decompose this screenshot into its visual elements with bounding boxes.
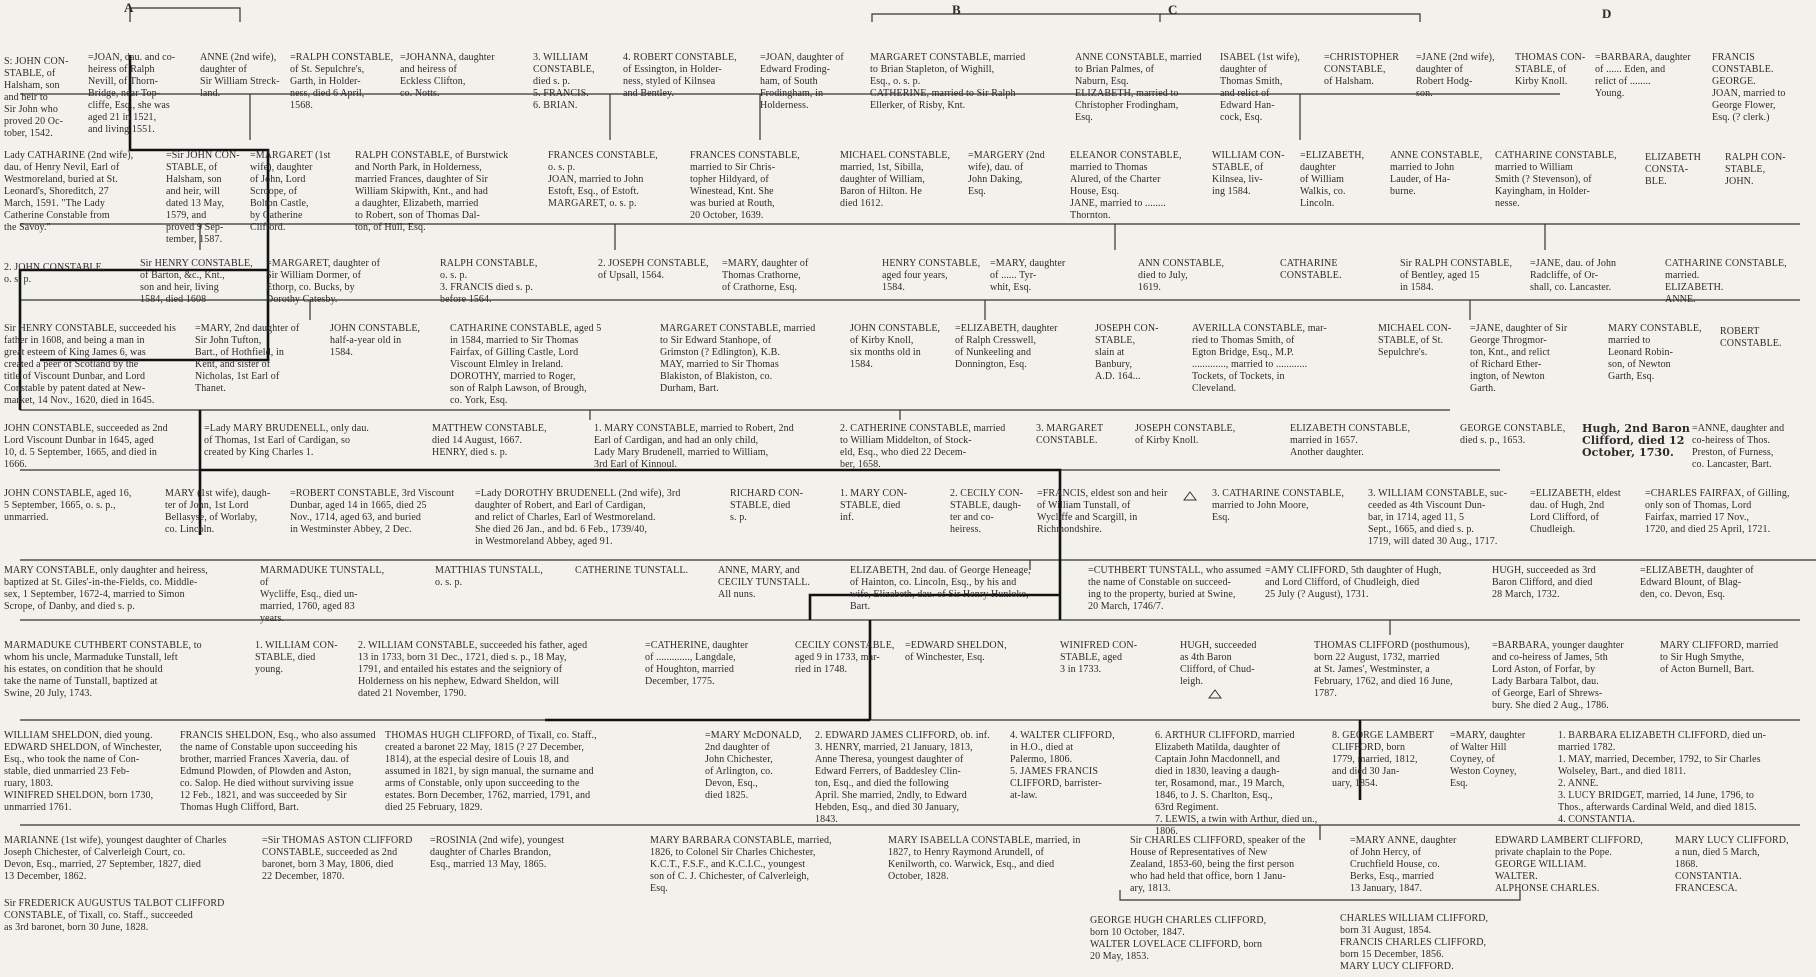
pedigree-entry: Sir CHARLES CLIFFORD, speaker of the House of Representatives of New Zealand, 1853-60, being the first person who had held that office, born 1 Janu- ary, 1813. [1130,835,1306,894]
pedigree-entry: =MARY ANNE, daughter of John Hercy, of Cruchfield House, co. Berks, Esq., married 13 January, 1847. [1350,835,1457,894]
pedigree-entry: MARGARET CONSTABLE, married to Sir Edward Stanhope, of Grimston (? Edlington), K.B. MAY, married to Sir Thomas Blakiston, of Blakiston, co. Durham, Bart. [660,323,816,394]
pedigree-entry: 2. CECILY CON- STABLE, daugh- ter and co- heiress. [950,488,1024,535]
pedigree-entry: =JANE, dau. of John Radcliffe, of Or- shall, co. Lancaster. [1530,258,1617,293]
pedigree-entry: HUGH, succeeded as 4th Baron Clifford, of Chud- leigh. [1180,640,1257,687]
pedigree-entry: CECILY CONSTABLE, aged 9 in 1733, mar- ried in 1748. [795,640,895,675]
pedigree-entry: =MARY, daughter of Thomas Crathorne, of Crathorne, Esq. [722,258,809,293]
pedigree-entry: 3. CATHARINE CONSTABLE, married to John Moore, Esq. [1212,488,1345,523]
pedigree-entry: WILLIAM CON- STABLE, of Kilnsea, liv- ing 1584. [1212,150,1285,197]
pedigree-entry: HENRY CONSTABLE, aged four years, 1584. [882,258,981,293]
pedigree-entry: 4. ROBERT CONSTABLE, of Essington, in Holder- ness, styled of Kilnsea and Bentley. [623,52,737,99]
column-label-a: A [124,0,134,15]
pedigree-entry: =Lady DOROTHY BRUDENELL (2nd wife), 3rd daughter of Robert, and Earl of Cardigan, and relict of Charles, Earl of Westmoreland. She died 26 Jan., and bd. 6 Feb., 1739/40, in Westmoreland Abbey, aged 91. [475,488,681,547]
pedigree-entry: Sir HENRY CONSTABLE, of Barton, &c., Knt., son and heir, living 1584, died 1608 [140,258,253,305]
pedigree-entry: FRANCES CONSTABLE, o. s. p. JOAN, married to John Estoft, Esq., of Estoft. MARGARET, o. s. p. [548,150,658,209]
pedigree-entry: 1. BARBARA ELIZABETH CLIFFORD, died un- married 1782. 1. MAY, married, December, 1792, to Sir Charles Wolseley, Bart., and died 1811. 2. ANNE. 3. LUCY BRIDGET, married, 14 June, 1796, to Thos., afterwards Cardinal Weld, and died 1815. 4. CONSTANTIA. [1558,730,1767,825]
pedigree-entry: MATTHIAS TUNSTALL, o. s. p. [435,565,544,588]
pedigree-entry: ELIZABETH CONSTA- BLE. [1645,152,1701,187]
column-label-c: C [1168,2,1178,17]
pedigree-entry: 2. WILLIAM CONSTABLE, succeeded his father, aged 13 in 1733, born 31 Dec., 1721, died s. p., 18 May, 1791, and entailed his estates and the seigniory of Holderness on his nephew, Edward Sheldon, will dated 21 November, 1790. [358,640,588,699]
pedigree-entry: EDWARD LAMBERT CLIFFORD, private chaplain to the Pope. GEORGE WILLIAM. WALTER. ALPHONSE CHARLES. [1495,835,1644,894]
pedigree-entry: CHARLES WILLIAM CLIFFORD, born 31 August, 1854. FRANCIS CHARLES CLIFFORD, born 15 December, 1856. MARY LUCY CLIFFORD. [1340,913,1489,972]
pedigree-entry: =JANE (2nd wife), daughter of Robert Hodg- son. [1416,52,1495,99]
pedigree-entry: Lady CATHARINE (2nd wife), dau. of Henry Nevil, Earl of Westmoreland, buried at St. Leonard's, Shoreditch, 27 March, 1591. "The Lady Catherine Constable from the Savoy." [4,150,134,233]
pedigree-entry: MARGARET CONSTABLE, married to Brian Stapleton, of Wighill, Esq., o. s. p. CATHERINE, married to Sir Ralph Ellerker, of Risby, Knt. [870,52,1026,111]
pedigree-entry: FRANCES CONSTABLE, married to Sir Chris- topher Hildyard, of Winestead, Knt. She was buried at Routh, 20 October, 1639. [690,150,800,221]
pedigree-entry: ANN CONSTABLE, died to July, 1619. [1138,258,1225,293]
pedigree-entry: S: JOHN CON- STABLE, of Halsham, son and heir to Sir John who proved 20 Oc- tober, 1542. [4,56,69,139]
pedigree-entry: ELIZABETH, 2nd dau. of George Heneage, of Hainton, co. Lincoln, Esq., by his and wife, Elizabeth, dau. of Sir Henry Hunloke, Bart. [850,565,1031,612]
pedigree-entry: JOSEPH CON- STABLE, slain at Banbury, A.D. 164... [1095,323,1159,382]
pedigree-entry: 3. MARGARET CONSTABLE. [1036,423,1104,446]
column-label-b: B [952,2,961,17]
pedigree-entry: ANNE (2nd wife), daughter of Sir William Streck- land. [200,52,280,99]
pedigree-entry: =Sir THOMAS ASTON CLIFFORD CONSTABLE, succeeded as 2nd baronet, born 3 May, 1806, died 22 December, 1870. [262,835,413,882]
pedigree-entry: =JOHANNA, daughter and heiress of Eckless Clifton, co. Notts. [400,52,495,99]
pedigree-entry: 2. JOSEPH CONSTABLE, of Upsall, 1564. [598,258,709,281]
pedigree-entry: =MARY, daughter of Walter Hill Coyney, of Weston Coyney, Esq. [1450,730,1526,789]
pedigree-entry: =RALPH CONSTABLE, of St. Sepulchre's, Garth, in Holder- ness, died 6 April, 1568. [290,52,394,111]
pedigree-entry: MARY (1st wife), daugh- ter of John, 1st Lord Bellasyse, of Worlaby, co. Lincoln. [165,488,271,535]
pedigree-entry: ELEANOR CONSTABLE, married to Thomas Alured, of the Charter House, Esq. JANE, married to ........ Thornton. [1070,150,1182,221]
bracket-d [1160,14,1420,22]
pedigree-entry: =MARY, 2nd daughter of Sir John Tufton, Bart., of Hothfield, in Kent, and sister of Nicholas, 1st Earl of Thanet. [195,323,300,394]
pedigree-entry: ANNE, MARY, and CECILY TUNSTALL. All nuns. [718,565,811,600]
pedigree-entry: ELIZABETH CONSTABLE, married in 1657. Another daughter. [1290,423,1411,458]
pedigree-entry: JOHN CONSTABLE, succeeded as 2nd Lord Viscount Dunbar in 1645, aged 10, d. 5 September, 1665, and died in 1666. [4,423,168,470]
pedigree-entry: JOHN CONSTABLE, half-a-year old in 1584. [330,323,421,358]
pedigree-entry: MARY CONSTABLE, married to Leonard Robin- son, of Newton Garth, Esq. [1608,323,1702,382]
pedigree-entry: HUGH, succeeded as 3rd Baron Clifford, and died 28 March, 1732. [1492,565,1596,600]
pedigree-entry: GEORGE CONSTABLE, died s. p., 1653. [1460,423,1566,446]
bracket-a [130,8,240,22]
pedigree-entry: THOMAS HUGH CLIFFORD, of Tixall, co. Staff., created a baronet 22 May, 1815 (? 27 December, 1814), at the especial desire of Louis 18, and assumed in 1821, by sign manual, the surname and arms of Constable, only upon succeeding to the estates. Born December, 1762, married, 1791, and died 25 February, 1829. [385,730,597,813]
pedigree-entry: 8. GEORGE LAMBERT CLIFFORD, born 1779, married, 1812, and died 30 Jan- uary, 1854. [1332,730,1434,789]
pedigree-entry: CATHERINE TUNSTALL. [575,565,689,576]
pedigree-entry: FRANCIS CONSTABLE. GEORGE. JOAN, married to George Flower, Esq. (? clerk.) [1712,52,1786,123]
pedigree-entry: =EDWARD SHELDON, of Winchester, Esq. [905,640,1007,663]
pedigree-entry: CATHARINE CONSTABLE, married. ELIZABETH. ANNE. [1665,258,1787,305]
pedigree-entry: =JOAN, dau. and co- heiress of Ralph Nevill, of Thorn- Bridge, near Top- cliffe, Esq., she was aged 21 in 1521, and living 1551. [88,52,176,135]
pedigree-entry: MARY ISABELLA CONSTABLE, married, in 1827, to Henry Raymond Arundell, of Kenilworth, co. Warwick, Esq., and died October, 1828. [888,835,1081,882]
pedigree-entry: WINIFRED CON- STABLE, aged 3 in 1733. [1060,640,1138,675]
pedigree-entry: 1. MARY CONSTABLE, married to Robert, 2nd Earl of Cardigan, and had an only child, Lady Mary Brudenell, married to William, 3rd Earl of Kinnoul. [594,423,794,470]
pedigree-entry: =MARGARET, daughter of Sir William Dormer, of Ethorp, co. Bucks, by Dorothy Catesby. [266,258,381,305]
pedigree-entry: GEORGE HUGH CHARLES CLIFFORD, born 10 October, 1847. WALTER LOVELACE CLIFFORD, born 20 May, 1853. [1090,915,1267,962]
pedigree-entry: MARMADUKE TUNSTALL, of Wycliffe, Esq., died un- married, 1760, aged 83 years. [260,565,385,624]
pedigree-entry: MICHAEL CON- STABLE, of St. Sepulchre's. [1378,323,1452,358]
pedigree-entry: =FRANCIS, eldest son and heir of William Tunstall, of Wycliffe and Scargill, in Richmondshire. [1037,488,1168,535]
pedigree-entry: =Lady MARY BRUDENELL, only dau. of Thomas, 1st Earl of Cardigan, so created by King Charles 1. [204,423,370,458]
pedigree-entry: =MARGERY (2nd wife), dau. of John Daking, Esq. [968,150,1045,197]
pedigree-entry: MARY CONSTABLE, only daughter and heiress, baptized at St. Giles'-in-the-Fields, co. Middle- sex, 1 September, 1672-4, married to Simon Scrope, of Danby, and died s. p. [4,565,208,612]
pedigree-entry: =ELIZABETH, daughter of Ralph Cresswell, of Nunkeeling and Donnington, Esq. [955,323,1058,370]
pedigree-entry: CATHARINE CONSTABLE. [1280,258,1342,281]
pedigree-entry: RALPH CONSTABLE, o. s. p. 3. FRANCIS died s. p. before 1564. [440,258,538,305]
pedigree-entry: 2. JOHN CONSTABLE, o. s. p. [4,262,105,285]
pedigree-entry: ISABEL (1st wife), daughter of Thomas Smith, and relict of Edward Han- cock, Esq. [1220,52,1301,123]
pedigree-entry: =CHARLES FAIRFAX, of Gilling, only son of Thomas, Lord Fairfax, married 17 Nov., 1720, and died 25 April, 1721. [1645,488,1790,535]
pedigree-entry: =BARBARA, younger daughter and co-heiress of James, 5th Lord Aston, of Forfar, by Lady Barbara Talbot, dau. of George, Earl of Shrews- bury. She died 2 Aug., 1786. [1492,640,1624,711]
pedigree-entry: JOSEPH CONSTABLE, of Kirby Knoll. [1135,423,1236,446]
pedigree-entry: =JOAN, daughter of Edward Froding- ham, of South Frodingham, in Holderness. [760,52,844,111]
pedigree-entry: JOHN CONSTABLE, aged 16, 5 September, 1665, o. s. p., unmarried. [4,488,132,523]
pedigree-entry: ANNE CONSTABLE, married to Brian Palmes, of Naburn, Esq. ELIZABETH, married to Christopher Frodingham, Esq. [1075,52,1202,123]
pedigree-entry: Sir FREDERICK AUGUSTUS TALBOT CLIFFORD CONSTABLE, of Tixall, co. Staff., succeeded as 3rd baronet, born 30 June, 1828. [4,898,225,933]
pedigree-entry: ANNE CONSTABLE, married to John Lauder, of Ha- burne. [1390,150,1483,197]
pedigree-entry: RALPH CONSTABLE, of Burstwick and North Park, in Holderness, married Frances, daughter of Sir William Skipwith, Knt., and had a daughter, Elizabeth, married to Robert, son of Thomas Dal- ton, of Hull, Esq. [355,150,509,233]
pedigree-entry: MARY CLIFFORD, married to Sir Hugh Smythe, of Acton Burnell, Bart. [1660,640,1779,675]
pedigree-entry: =MARGARET (1st wife), daughter of John, Lord Scroope, of Bolton Castle, by Catherine Clifford. [250,150,331,233]
pedigree-entry: =BARBARA, daughter of ...... Eden, and relict of ........ Young. [1595,52,1691,99]
pedigree-entry: ROBERT CONSTABLE. [1720,326,1782,349]
pedigree-entry: FRANCIS SHELDON, Esq., who also assumed the name of Constable upon succeeding his brother, married Frances Xaveria, dau. of Edmund Plowden, of Plowden and Aston, co. Salop. He died without surviving issue 12 Feb., 1821, and was succeeded by Sir Thomas Hugh Clifford, Bart. [180,730,376,813]
pedigree-entry: MATTHEW CONSTABLE, died 14 August, 1667. HENRY, died s. p. [432,423,547,458]
pedigree-entry: =CHRISTOPHER CONSTABLE, of Halsham. [1324,52,1400,87]
pedigree-entry: RICHARD CON- STABLE, died s. p. [730,488,804,523]
pedigree-entry: =Sir JOHN CON- STABLE, of Halsham, son and heir, will dated 13 May, 1579, and proved 9 Sep- tember, 1587. [166,150,240,245]
pedigree-entry: =MARY, daughter of ...... Tyr- whit, Esq. [990,258,1066,293]
pedigree-entry: THOMAS CON- STABLE, of Kirby Knoll. [1515,52,1586,87]
pedigree-entry: MARY LUCY CLIFFORD, a nun, died 5 March, 1868. CONSTANTIA. FRANCESCA. [1675,835,1789,894]
pedigree-entry: CATHARINE CONSTABLE, married to William Smith (? Stevenson), of Kayingham, in Holder- nesse. [1495,150,1617,209]
pedigree-entry: JOHN CONSTABLE, of Kirby Knoll, six months old in 1584. [850,323,941,370]
pedigree-entry: Hugh, 2nd Baron Clifford, died 12 October, 1730. [1582,422,1690,459]
pedigree-entry: Sir RALPH CONSTABLE, of Bentley, aged 15 in 1584. [1400,258,1513,293]
pedigree-entry: =JANE, daughter of Sir George Throgmor- ton, Knt., and relict of Richard Ether- ington, of Newton Garth. [1470,323,1568,394]
pedigree-entry: =AMY CLIFFORD, 5th daughter of Hugh, and Lord Clifford, of Chudleigh, died 25 July (? August), 1731. [1265,565,1442,600]
pedigree-entry: 3. WILLIAM CONSTABLE, died s. p. 5. FRANCIS. 6. BRIAN. [533,52,595,111]
pedigree-entry: 1. MARY CON- STABLE, died inf. [840,488,908,523]
pedigree-entry: 3. WILLIAM CONSTABLE, suc- ceeded as 4th Viscount Dun- bar, in 1714, aged 11, 5 Sept., 1665, and died s. p. 1719, will dated 30 Aug., 1717. [1368,488,1508,547]
pedigree-entry: 4. WALTER CLIFFORD, in H.O., died at Palermo, 1806. 5. JAMES FRANCIS CLIFFORD, barrister- at-law. [1010,730,1115,801]
pedigree-entry: =ANNE, daughter and co-heiress of Thos. Preston, of Furness, co. Lancaster, Bart. [1692,423,1785,470]
pedigree-entry: AVERILLA CONSTABLE, mar- ried to Thomas Smith, of Egton Bridge, Esq., M.P. ............., married to ............ Tockets, of Tockets, in Cleveland. [1192,323,1327,394]
pedigree-entry: MARY BARBARA CONSTABLE, married, 1826, to Colonel Sir Charles Chichester, K.C.T., F.S.F., and K.C.I.C., youngest son of C. J. Chichester, of Calverleigh, Esq. [650,835,832,894]
pedigree-entry: 6. ARTHUR CLIFFORD, married Elizabeth Matilda, daughter of Captain John Macdonnell, and died in 1830, leaving a daugh- ter, Rosamond, mar., 19 March, 1846, to J. S. Charlton, Esq., 63rd Regiment. 7. LEWIS, a twin with Arthur, died un., 1806. [1155,730,1318,837]
bracket-bc [872,14,1160,22]
pedigree-entry: CATHARINE CONSTABLE, aged 5 in 1584, married to Sir Thomas Fairfax, of Gilling Castle, Lord Viscount Elmley in Ireland. DOROTHY, married to Roger, son of Ralph Lawson, of Brough, co. York, Esq. [450,323,602,406]
pedigree-entry: 2. CATHERINE CONSTABLE, married to William Middelton, of Stock- eld, Esq., who died 22 Decem- ber, 1658. [840,423,1006,470]
pedigree-entry: =MARY McDONALD, 2nd daughter of John Chichester, of Arlington, co. Devon, Esq., died 1825. [705,730,802,801]
pedigree-entry: =ROBERT CONSTABLE, 3rd Viscount Dunbar, aged 14 in 1665, died 25 Nov., 1714, aged 63, and buried in Westminster Abbey, 2 Dec. [290,488,455,535]
pedigree-entry: Sir HENRY CONSTABLE, succeeded his father in 1608, and being a man in great esteem of King James 6, was created a peer of Scotland by the title of Viscount Dunbar, and Lord Constable by patent dated at New- market, 14 Nov., 1620, died in 1645. [4,323,176,406]
column-label-d: D [1602,6,1612,21]
pedigree-entry: MICHAEL CONSTABLE, married, 1st, Sibilla, daughter of William, Baron of Hilton. He died 1612. [840,150,951,209]
pedigree-entry: =ELIZABETH, daughter of William Walkis, co. Lincoln. [1300,150,1365,209]
pedigree-entry: =ROSINIA (2nd wife), youngest daughter of Charles Brandon, Esq., married 13 May, 1865. [430,835,565,870]
pedigree-entry: RALPH CON- STABLE, JOHN. [1725,152,1786,187]
pedigree-entry: =CATHERINE, daughter of ............., Langdale, of Houghton, married December, 1775. [645,640,749,687]
pedigree-entry: MARMADUKE CUTHBERT CONSTABLE, to whom his uncle, Marmaduke Tunstall, left his estates, on condition that he should take the name of Tunstall, baptized at Swine, 20 July, 1743. [4,640,202,699]
pedigree-entry: MARIANNE (1st wife), youngest daughter of Charles Joseph Chichester, of Calverleigh Court, co. Devon, Esq., married, 27 September, 1827, died 13 December, 1862. [4,835,227,882]
pedigree-entry: =ELIZABETH, eldest dau. of Hugh, 2nd Lord Clifford, of Chudleigh. [1530,488,1621,535]
pedigree-entry: =CUTHBERT TUNSTALL, who assumed the name of Constable on succeed- ing to the property, buried at Swine, 20 March, 1746/7. [1088,565,1262,612]
pedigree-entry: 2. EDWARD JAMES CLIFFORD, ob. inf. 3. HENRY, married, 21 January, 1813, Anne Theresa, youngest daughter of Edward Ferrers, of Baddesley Clin- ton, Esq., and died the following April. She married, 2ndly, to Edward Hebden, Esq., and died 30 January, 1843. [815,730,990,825]
pedigree-entry: WILLIAM SHELDON, died young. EDWARD SHELDON, of Winchester, Esq., who took the name of Con- stable, died unmarried 23 Feb- ruary, 1803. WINIFRED SHELDON, born 1730, unmarried 1761. [4,730,162,813]
pedigree-entry: =ELIZABETH, daughter of Edward Blount, of Blag- den, co. Devon, Esq. [1640,565,1754,600]
pedigree-entry: 1. WILLIAM CON- STABLE, died young. [255,640,338,675]
pedigree-entry: THOMAS CLIFFORD (posthumous), born 22 August, 1732, married at St. James', Westminster, a February, 1762, and died 16 June, 1787. [1314,640,1470,699]
